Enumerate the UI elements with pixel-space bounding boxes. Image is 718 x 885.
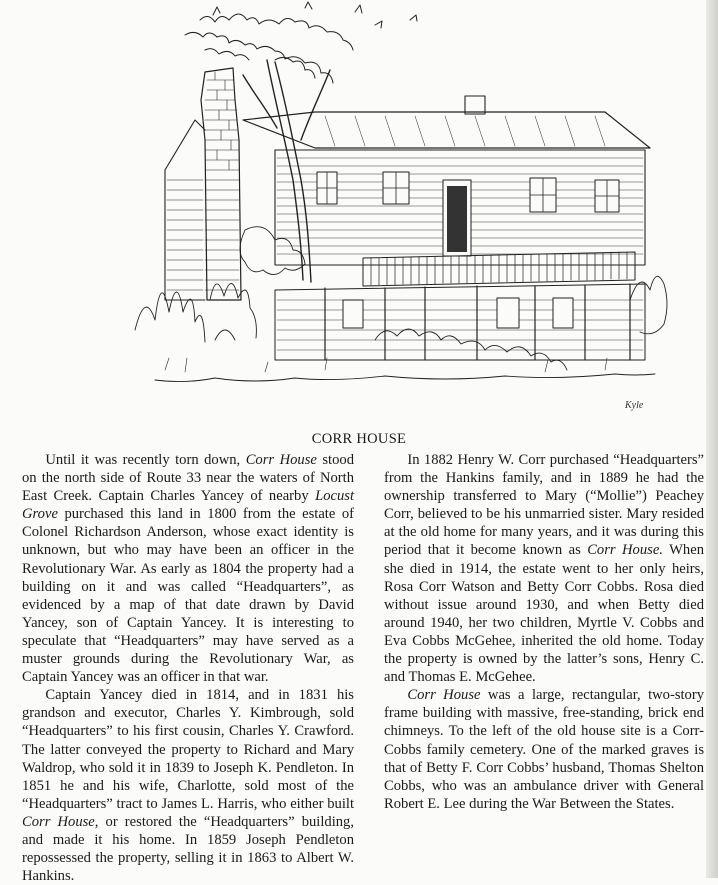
porch-railing xyxy=(363,252,635,286)
artist-signature: Kyle xyxy=(625,400,644,411)
page-edge-shadow xyxy=(706,0,718,878)
house-illustration xyxy=(125,0,685,425)
right-chimney xyxy=(465,96,485,114)
right-column xyxy=(384,451,704,813)
ground-floor xyxy=(275,284,645,360)
paragraph: Until it was recently torn down, Corr House stood on the north side of Route 33 near the waters of North East Creek. Captain Charles Yancey of nearby Locust Grove purchased this land in 1800 from the estate of Colonel Richardson Anderson, whose exact identity is unknown, but who may have been an officer in the Revolutionary War. As early as 1804 the property had a building on it and was called “Headquarters”, as evidenced by a map of that date drawn by David Yancey, son of Captain Yancey. It is interesting to speculate that “Headquarters” may have served as a muster grounds during the Revolutionary War, as Captain Yancey was an officer in that war. xyxy=(22,452,354,686)
paragraph: Captain Yancey died in 1814, and in 1831 his grandson and executor, Charles Y. Kimbrough, sold “Headquarters” to his first cousin, Charles Y. Crawford. The latter conveyed the property to Richard and Mary Waldrop, who sold it in 1839 to Joseph K. Pendleton. In 1851 he and his wife, Charlotte, sold most of the “Headquarters” tract to James L. Harris, who either built Corr House, or restored the “Headquarters” building, and made it his home. In 1859 Joseph Pendleton repossessed the property, selling it in 1863 to Albert W. Hankins. xyxy=(22,687,354,885)
left-chimney xyxy=(201,68,241,300)
section-title: CORR HOUSE xyxy=(311,431,407,447)
paragraph: Corr House was a large, rectangular, two-story frame building with massive, free-standing, brick end chimneys. To the left of the old house site is a Corr-Cobbs family cemetery. One of the marked graves is that of Betty F. Corr Cobbs’ husband, Thomas Shelton Cobbs, who was an ambulance driver with General Robert E. Lee during the War Between the States. xyxy=(384,687,705,812)
left-column xyxy=(22,451,354,885)
tree-trunk xyxy=(243,60,330,282)
paragraph: In 1882 Henry W. Corr purchased “Headquarters” from the Hankins family, and in 1889 he had the ownership transferred to Mary (“Mollie”) Peachey Corr, believed to be his unmarried sister. Mary resided at the old home for many years, and it was during this period that it become known as Corr House. When she died in 1914, the estate went to her only heirs, Rosa Corr Watson and Betty Corr Cobbs. Rosa died without issue around 1930, and when Betty died around 1940, her two children, Myrtle V. Cobbs and Eva Cobbs McGehee, inherited the old home. Today the property is owned by the latter’s sons, Henry C. and Thomas E. McGehee. xyxy=(384,452,704,686)
